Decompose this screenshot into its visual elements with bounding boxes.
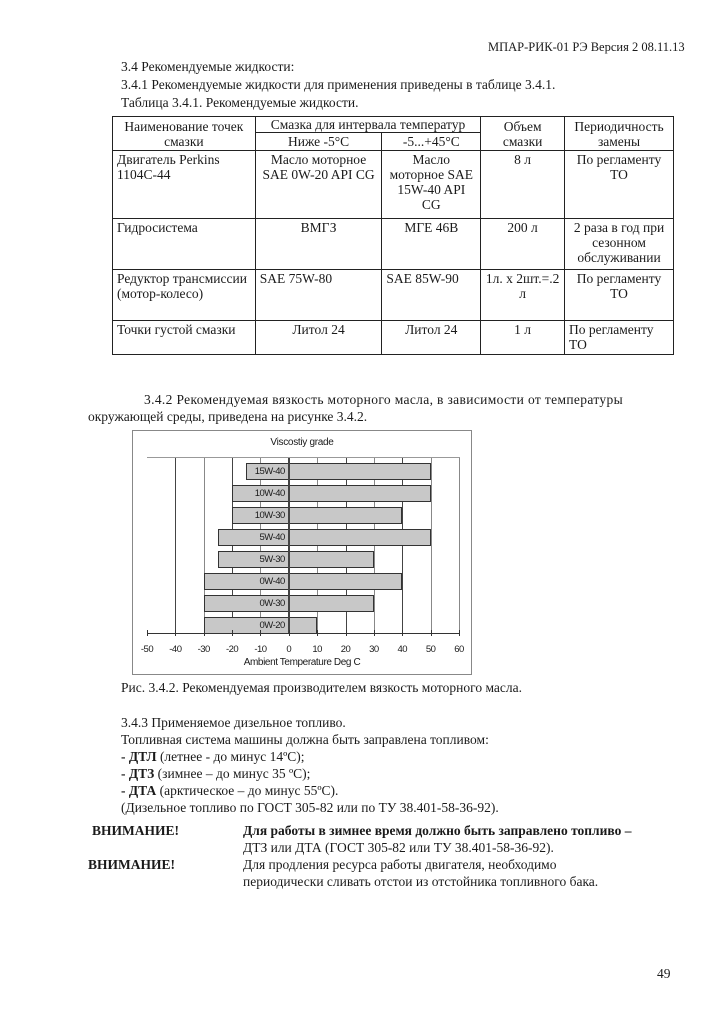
chart-tick-label: -20	[225, 644, 239, 655]
chart-tick-label: 20	[340, 644, 351, 655]
chart-bar-label: 10W-40	[254, 487, 285, 499]
table-row	[113, 219, 674, 270]
warning-text-line2: периодически сливать отстои из отстойника топливного бака.	[243, 874, 599, 889]
warning-text-line1: Для работы в зимнее время должно быть заправлено топливо –	[243, 823, 632, 838]
figure-caption: Рис. 3.4.2. Рекомендуемая производителем вязкость моторного масла.	[121, 680, 522, 695]
warning-text-line1: Для продления ресурса работы двигателя, необходимо	[243, 857, 557, 872]
chart-tick-label: 60	[454, 644, 464, 655]
cell-point: Гидросистема	[113, 219, 256, 270]
header-period: Периодичность замены	[565, 117, 674, 151]
chart-bar-label: 15W-40	[254, 465, 285, 477]
chart-tick-label: 40	[397, 644, 408, 655]
chart-plot-area	[147, 457, 460, 634]
chart-tick	[232, 630, 233, 636]
cell-below: SAE 75W-80	[255, 270, 382, 321]
cell-volume: 200 л	[481, 219, 565, 270]
cell-volume: 8 л	[481, 151, 565, 219]
warning-text-line2: ДТЗ или ДТА (ГОСТ 305-82 или ТУ 38.401-58-36-92).	[243, 840, 554, 855]
chart-bar-label: 5W-40	[259, 531, 285, 543]
viscosity-text-line1: 3.4.2 Рекомендуемая вязкость моторного масла, в зависимости от температуры	[144, 392, 624, 407]
cell-point: Двигатель Perkins 1104С-44	[113, 151, 256, 219]
chart-tick-label: 30	[369, 644, 379, 655]
cell-range: SAE 85W-90	[382, 270, 481, 321]
cell-period: По регламенту ТО	[565, 270, 674, 321]
fuel-desc: (зимнее – до минус 35 ºС);	[154, 766, 311, 781]
chart-gridline	[459, 458, 460, 634]
fuel-desc: (арктическое – до минус 55ºС).	[156, 783, 339, 798]
fuel-code: - ДТА	[121, 783, 157, 798]
header-point: Наименование точек смазки	[113, 117, 256, 151]
chart-x-label: Ambient Temperature Deg C	[243, 657, 361, 668]
chart-tick	[459, 630, 460, 636]
chart-title: Viscostiy grade	[270, 437, 334, 448]
warning-label: ВНИМАНИЕ!	[92, 823, 179, 838]
chart-tick	[289, 630, 290, 636]
chart-bar-label: 5W-30	[259, 553, 285, 565]
chart-tick	[317, 630, 318, 636]
header-range: -5...+45°С	[382, 133, 481, 151]
cell-volume: 1л. x 2шт.=.2 л	[481, 270, 565, 321]
chart-tick	[175, 630, 176, 636]
chart-gridline	[431, 458, 432, 634]
chart-bar-label: 0W-20	[259, 619, 285, 631]
table-row	[113, 321, 674, 355]
chart-tick-label: 50	[425, 644, 436, 655]
chart-tick	[402, 630, 403, 636]
fuel-standard: (Дизельное топливо по ГОСТ 305-82 или по ТУ 38.401-58-36-92).	[121, 800, 499, 815]
chart-gridline	[175, 458, 176, 634]
cell-range: Масло моторное SAE 15W-40 API CG	[382, 151, 481, 219]
chart-bar-label: 0W-30	[259, 597, 285, 609]
header-below: Ниже -5°С	[255, 133, 382, 151]
chart-tick-label: -50	[140, 644, 154, 655]
chart-tick	[346, 630, 347, 636]
header-volume: Объем смазки	[481, 117, 565, 151]
cell-point: Точки густой смазки	[113, 321, 256, 355]
chart-tick	[147, 630, 148, 636]
chart-tick	[204, 630, 205, 636]
cell-point: Редуктор трансмиссии (мотор-колесо)	[113, 270, 256, 321]
section-intro: 3.4.1 Рекомендуемые жидкости для применения приведены в таблице 3.4.1.	[121, 77, 556, 92]
chart-tick-label: 0	[286, 644, 292, 655]
cell-below: Литол 24	[255, 321, 382, 355]
cell-period: По регламенту ТО	[565, 321, 674, 355]
fuel-desc: (летнее - до минус 14ºС);	[156, 749, 305, 764]
chart-tick	[374, 630, 375, 636]
table-row	[113, 270, 674, 321]
chart-zero-line	[288, 458, 290, 634]
cell-range: Литол 24	[382, 321, 481, 355]
section-title: 3.4 Рекомендуемые жидкости:	[121, 59, 295, 74]
viscosity-chart	[132, 430, 472, 675]
cell-period: 2 раза в год при сезонном обслуживании	[565, 219, 674, 270]
document-header: МПАР-РИК-01 РЭ Версия 2 08.11.13	[488, 40, 685, 54]
cell-below: Масло моторное SAE 0W-20 API CG	[255, 151, 382, 219]
chart-x-axis	[147, 633, 459, 634]
chart-bar-label: 10W-30	[254, 509, 285, 521]
table-row	[113, 151, 674, 219]
chart-tick-label: -30	[197, 644, 210, 655]
header-lubricant-group: Смазка для интервала температур	[255, 117, 480, 133]
fuel-item	[121, 766, 310, 782]
chart-tick-label: 10	[312, 644, 322, 655]
fuel-title: 3.4.3 Применяемое дизельное топливо.	[121, 715, 346, 730]
fuel-code: - ДТЗ	[121, 766, 155, 781]
table-header-row	[113, 117, 674, 133]
warning-label: ВНИМАНИЕ!	[88, 857, 175, 872]
fuel-item	[121, 749, 305, 765]
table-caption: Таблица 3.4.1. Рекомендуемые жидкости.	[121, 95, 359, 110]
cell-period: По регламенту ТО	[565, 151, 674, 219]
chart-tick-label: -10	[254, 644, 267, 655]
fuel-item	[121, 783, 338, 799]
chart-tick	[260, 630, 261, 636]
cell-below: ВМГЗ	[255, 219, 382, 270]
cell-volume: 1 л	[481, 321, 565, 355]
fuel-intro: Топливная система машины должна быть заправлена топливом:	[121, 732, 489, 747]
cell-range: МГЕ 46В	[382, 219, 481, 270]
fluids-table	[112, 116, 674, 355]
chart-tick	[431, 630, 432, 636]
viscosity-text-line2: окружающей среды, приведена на рисунке 3.4.2.	[88, 409, 368, 424]
fuel-code: - ДТЛ	[121, 749, 157, 764]
chart-bar-label: 0W-40	[259, 575, 285, 587]
page-number: 49	[657, 966, 671, 981]
chart-tick-label: -40	[169, 644, 182, 655]
